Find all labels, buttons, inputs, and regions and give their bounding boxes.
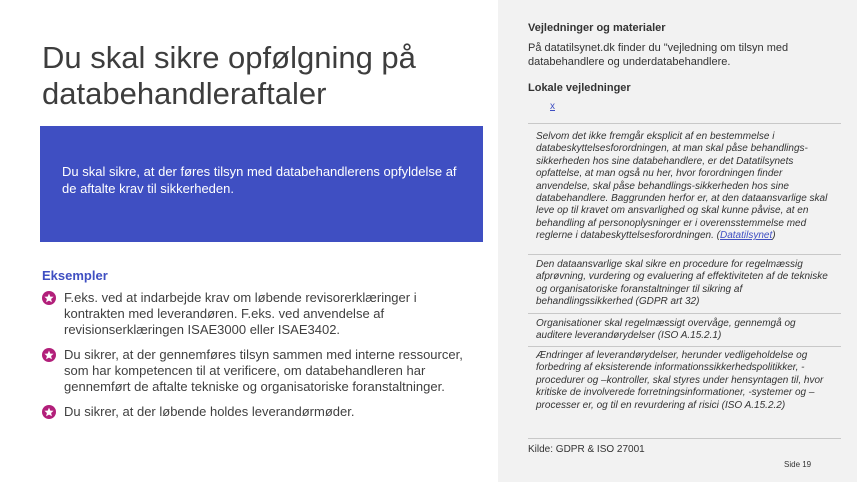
divider <box>528 313 841 314</box>
highlight-text: Du skal sikre, at der føres tilsyn med databehandlerens opfyldelse af de aftalte krav til sikkerheden. <box>62 164 457 196</box>
star-icon <box>42 405 56 419</box>
panel-paragraph-1 <box>536 131 834 243</box>
local-guide-link[interactable]: x <box>550 101 555 112</box>
star-icon <box>42 291 56 305</box>
divider <box>528 254 841 255</box>
local-guides-title: Lokale vejledninger <box>528 82 631 94</box>
star-icon <box>42 348 56 362</box>
highlight-box <box>40 126 483 242</box>
panel-paragraph-2: Den dataansvarlige skal sikre en procedure for regelmæssig afprøvning, vurdering og evaluering af effektiviteten af de tekniske og organisatoriske foranstaltninger til sikring af behandlingssikkerhed (GDPR art 32) <box>536 259 828 308</box>
page-number: Side 19 <box>784 460 812 469</box>
example-text: Du sikrer, at der løbende holdes leverandørmøder. <box>64 404 355 419</box>
panel-paragraph-4: Ændringer af leverandørydelser, herunder vedligeholdelse og forbedring af eksisterende informationssikkerhedspolitikker, -procedurer og –kontroller, skal styres under hensyntagen til, hvor kritiske de involverede forretningsinformationer, -systemer og –processer er, og til en revurdering af risici (ISO A.15.2.2) <box>536 350 824 411</box>
paragraph-text: Selvom det ikke fremgår eksplicit af en bestemmelse i databeskyttelsesforordningen, at man skal påse behandlings-sikkerheden hos sine databehandlere, er det Datatilsynets opfattelse, at man også nu her, hvor forordningen finder anvendelse, skal påse behandlings-sikkerheden hos sine databehandlere. Baggrunden herfor er, at den dataansvarlige skal leve op til kravet om ansvarlighed og skal kunne påvise, at en behandling af personoplysninger er i overensstemmelse med reglerne i databeskyttelsesforordningen. ( <box>536 131 828 242</box>
datatilsynet-link[interactable]: Datatilsynet <box>720 230 773 242</box>
guidance-panel <box>498 0 857 482</box>
slide-title: Du skal sikre opfølgning på databehandleraftaler <box>42 40 416 111</box>
example-text: Du sikrer, at der gennemføres tilsyn sammen med interne ressourcer, som har kompetencen til at verificere, om databehandleren har gennemført de aftalte tekniske og organisatoriske foranstaltninger. <box>64 347 463 394</box>
divider <box>528 438 841 439</box>
source-note: Kilde: GDPR & ISO 27001 <box>528 444 645 455</box>
example-text: F.eks. ved at indarbejde krav om løbende revisorerklæringer i kontrakten med leverandøren. F.eks. ved anvendelse af revisionserklæringen ISAE3000 eller ISAE3402. <box>64 290 417 337</box>
panel-title: Vejledninger og materialer <box>528 22 666 34</box>
examples-list <box>42 290 472 429</box>
list-item <box>42 347 472 395</box>
panel-intro: På datatilsynet.dk finder du "vejledning om tilsyn med databehandlere og underdatabehandlere. <box>528 42 789 68</box>
divider <box>528 123 841 124</box>
panel-paragraph-3: Organisationer skal regelmæssigt overvåge, gennemgå og auditere leverandørydelser (ISO A.15.2.1) <box>536 318 796 342</box>
list-item <box>42 290 472 338</box>
list-item <box>42 404 472 420</box>
examples-heading: Eksempler <box>42 268 108 283</box>
paragraph-end: ) <box>772 230 776 242</box>
divider <box>528 346 841 347</box>
